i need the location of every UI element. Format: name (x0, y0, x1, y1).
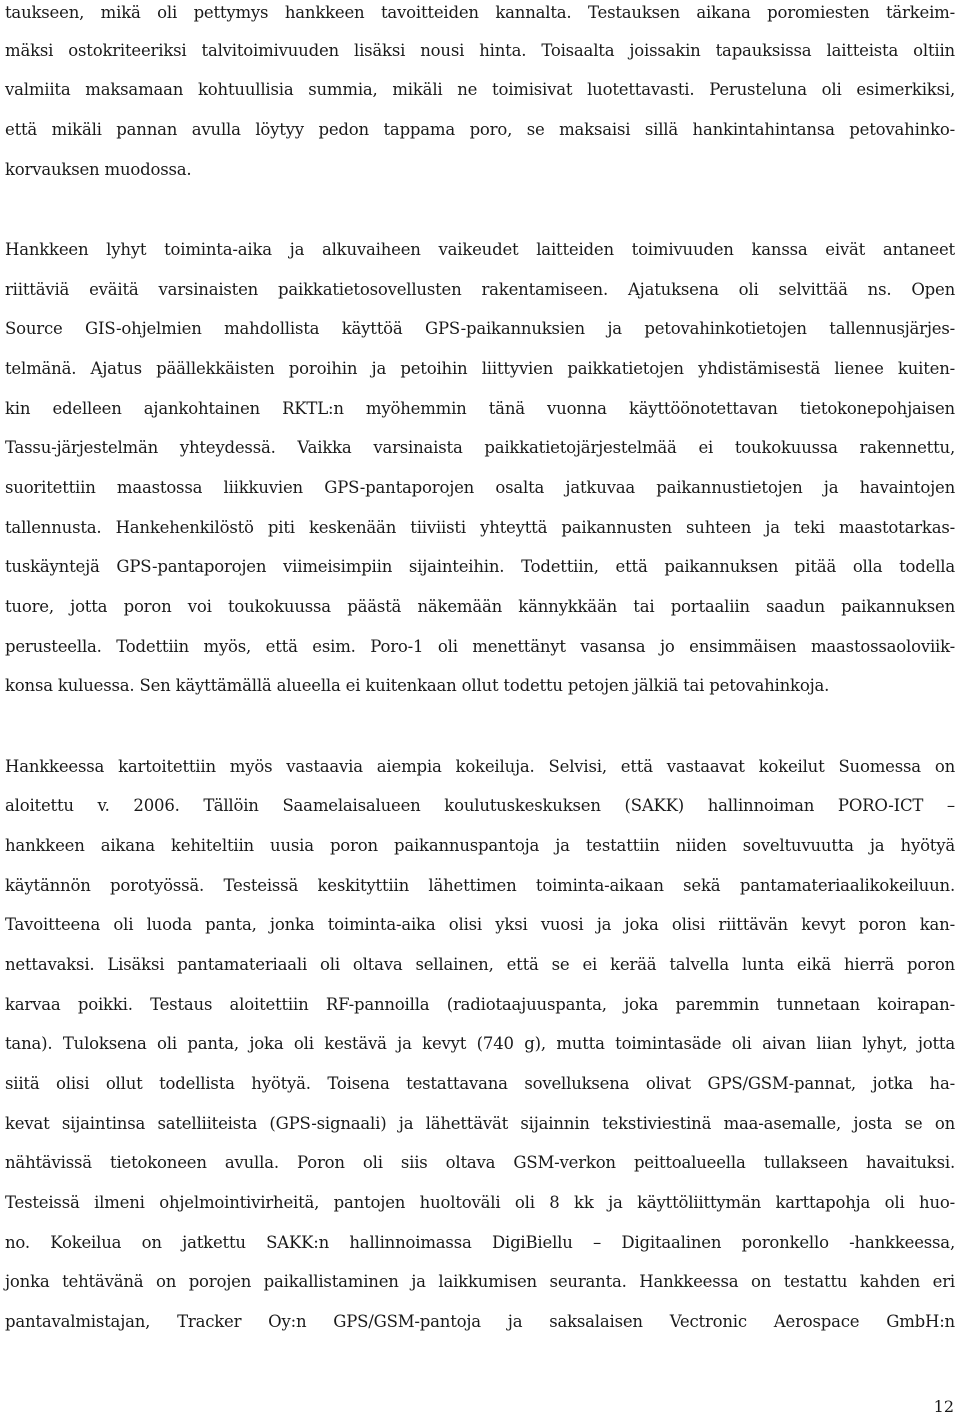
text-line: telmänä. Ajatus päällekkäisten poroihin ja petoihin liittyvien paikkatietojen yhdistämisestä lienee kuiten- (5, 359, 955, 378)
text-line: karvaa poikki. Testaus aloitettiin RF-pannoilla (radiotaajuuspanta, joka paremmin tunnetaan koirapan- (5, 995, 955, 1014)
text-line: riittäviä eväitä varsinaisten paikkatietosovellusten rakentamiseen. Ajatuksena oli selvittää ns. Open (5, 280, 955, 299)
text-line: Testeissä ilmeni ohjelmointivirheitä, pantojen huoltoväli oli 8 kk ja käyttöliittymän karttapohja oli huo- (5, 1193, 955, 1212)
text-line: taukseen, mikä oli pettymys hankkeen tavoitteiden kannalta. Testauksen aikana poromiesten tärkeim- (5, 3, 955, 22)
text-line: no. Kokeilua on jatkettu SAKK:n hallinnoimassa DigiBiellu – Digitaalinen poronkello -hankkeessa, (5, 1233, 955, 1252)
text-line: että mikäli pannan avulla löytyy pedon tappama poro, se maksaisi sillä hankintahintansa petovahinko- (5, 120, 955, 139)
text-line: korvauksen muodossa. (5, 160, 192, 179)
text-line: konsa kuluessa. Sen käyttämällä alueella ei kuitenkaan ollut todettu petojen jälkiä tai petovahinkoja. (5, 676, 830, 695)
text-line: pantavalmistajan, Tracker Oy:n GPS/GSM-pantoja ja saksalaisen Vectronic Aerospace GmbH:n (5, 1312, 955, 1331)
text-line: hankkeen aikana kehiteltiin uusia poron paikannuspantoja ja testattiin niiden soveltuvuutta ja hyötyä (5, 836, 955, 855)
text-line: Tavoitteena oli luoda panta, jonka toiminta-aika olisi yksi vuosi ja joka olisi riittävän kevyt poron kan- (5, 915, 955, 934)
text-line: Hankkeessa kartoitettiin myös vastaavia aiempia kokeiluja. Selvisi, että vastaavat kokeilut Suomessa on (5, 757, 955, 776)
text-line: Source GIS-ohjelmien mahdollista käyttöä GPS-paikannuksien ja petovahinkotietojen tallennusjärjes- (5, 319, 955, 338)
text-line: tuore, jotta poron voi toukokuussa päästä näkemään kännykkään tai portaaliin saadun paikannuksen (5, 597, 955, 616)
text-line: Tassu-järjestelmän yhteydessä. Vaikka varsinaista paikkatietojärjestelmää ei toukokuussa rakennettu, (5, 438, 955, 457)
text-line: nähtävissä tietokoneen avulla. Poron oli siis oltava GSM-verkon peittoalueella tullakseen havaituksi. (5, 1153, 955, 1172)
text-line: tallennusta. Hankehenkilöstö piti keskenään tiiviisti yhteyttä paikannusten suhteen ja teki maastotarkas- (5, 518, 955, 537)
text-line: kin edelleen ajankohtainen RKTL:n myöhemmin tänä vuonna käyttöönotettavan tietokonepohjaisen (5, 399, 955, 418)
text-line: tuskäyntejä GPS-pantaporojen viimeisimpiin sijainteihin. Todettiin, että paikannuksen pitää olla todella (5, 557, 955, 576)
text-line: jonka tehtävänä on porojen paikallistaminen ja laikkumisen seuranta. Hankkeessa on testattu kahden eri (5, 1272, 955, 1291)
text-line: aloitettu v. 2006. Tällöin Saamelaisalueen koulutuskeskuksen (SAKK) hallinnoiman PORO-ICT – (5, 796, 955, 815)
text-line: perusteella. Todettiin myös, että esim. Poro-1 oli menettänyt vasansa jo ensimmäisen maastossaoloviik- (5, 637, 955, 656)
page-number: 12 (933, 1397, 954, 1416)
text-line: Hankkeen lyhyt toiminta-aika ja alkuvaiheen vaikeudet laitteiden toimivuuden kanssa eivät antaneet (5, 240, 955, 259)
text-line: valmiita maksamaan kohtuullisia summia, mikäli ne toimisivat luotettavasti. Perusteluna oli esimerkiksi, (5, 80, 955, 99)
text-line: käytännön porotyössä. Testeissä keskityttiin lähettimen toiminta-aikaan sekä pantamateriaalikokeiluun. (5, 876, 955, 895)
text-line: siitä olisi ollut todellista hyötyä. Toisena testattavana sovelluksena olivat GPS/GSM-pannat, jotka ha- (5, 1074, 955, 1093)
text-line: suoritettiin maastossa liikkuvien GPS-pantaporojen osalta jatkuvaa paikannustietojen ja havaintojen (5, 478, 955, 497)
text-line: kevat sijaintinsa satelliiteista (GPS-signaali) ja lähettävät sijainnin tekstiviestinä maa-asemalle, josta se on (5, 1114, 955, 1133)
text-line: tana). Tuloksena oli panta, joka oli kestävä ja kevyt (740 g), mutta toimintasäde oli aivan liian lyhyt, jotta (5, 1034, 955, 1053)
text-line: nettavaksi. Lisäksi pantamateriaali oli oltava sellainen, että se ei kerää talvella lunta eikä hierrä poron (5, 955, 955, 974)
text-line: mäksi ostokriteeriksi talvitoimivuuden lisäksi nousi hinta. Toisaalta joissakin tapauksissa laitteista oltiin (5, 41, 955, 60)
